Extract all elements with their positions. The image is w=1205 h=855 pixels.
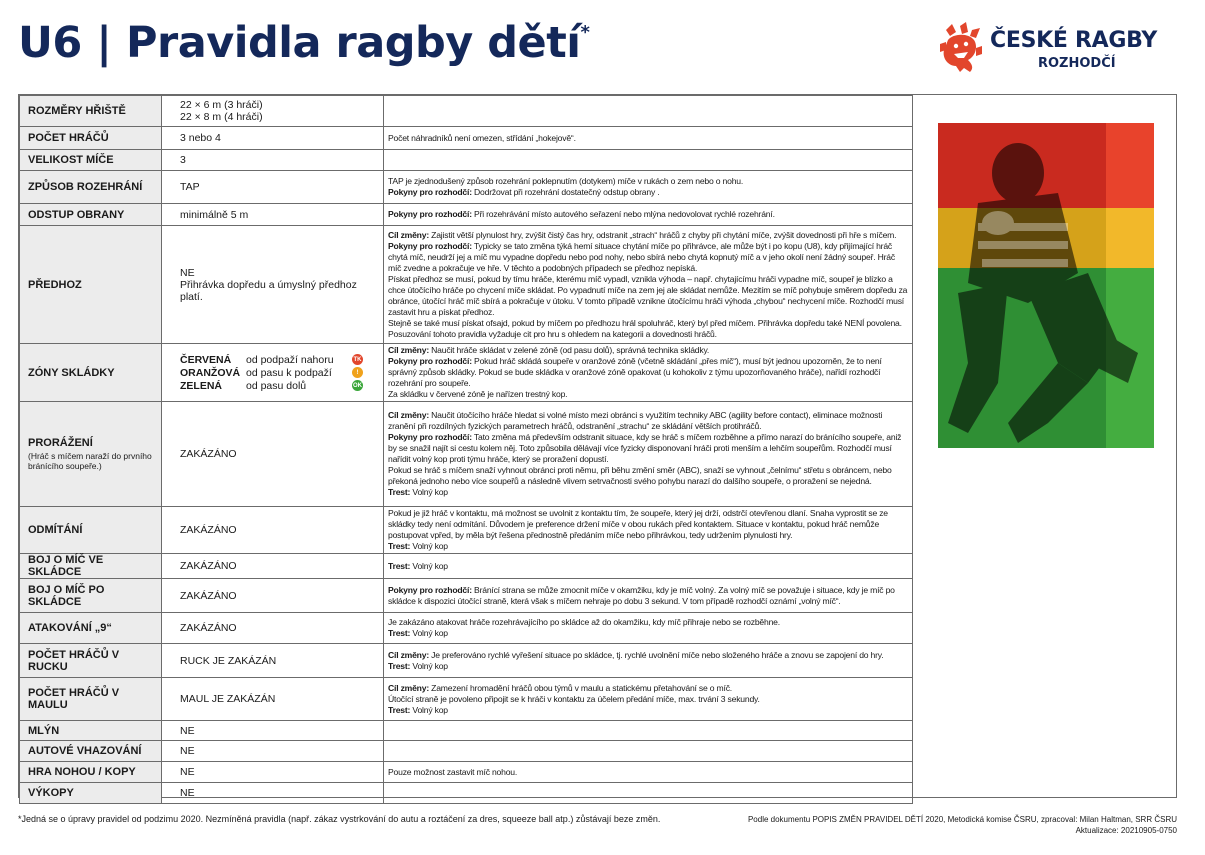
source-text: Podle dokumentu POPIS ZMĚN PRAVIDEL DĚTÍ 2020, Metodická komise ČSRU, zpracoval: Milan Haltman, SRR ČSRU (747, 815, 1177, 824)
rule-value-line: 22 × 6 m (3 hráči) (180, 99, 263, 111)
note-paragraph (388, 187, 908, 198)
note-text: Volný kop (410, 560, 448, 571)
note-paragraph (388, 705, 908, 716)
rule-note: Pouze možnost zastavit míč nohou. (384, 762, 913, 783)
rule-value: RUCK JE ZAKÁZÁN (162, 644, 384, 678)
rule-name: ODSTUP OBRANY (20, 204, 162, 226)
table-row (20, 783, 913, 804)
table-row (20, 150, 913, 171)
rule-name: POČET HRÁČŮ (20, 127, 162, 150)
footnote: *Jedná se o úpravy pravidel od podzimu 2020. Nezmíněná pravidla (např. zákaz vystrkování do autu a roztáčení za dres, squeeze ball atp.) zůstávají beze změn. (18, 814, 661, 824)
rule-value: ZAKÁZÁNO (162, 579, 384, 613)
note-label: Pokyny pro rozhodčí: (388, 432, 472, 442)
table-row (20, 644, 913, 678)
note-label: Trest: (388, 560, 411, 571)
rule-note (384, 96, 913, 127)
rule-value: TAP (162, 171, 384, 204)
rule-note (384, 741, 913, 762)
zone-red (180, 353, 377, 366)
note-label: Trest: (388, 541, 411, 551)
note-paragraph (388, 410, 908, 432)
rule-name: BOJ O MÍČ VE SKLÁDCE (20, 554, 162, 579)
note-label: Trest: (388, 628, 411, 638)
rule-note (384, 579, 913, 613)
table-row (20, 721, 913, 741)
rule-value-line: Přihrávka dopředu a úmyslný předhoz platí. (180, 278, 357, 303)
rule-note (384, 402, 913, 507)
title-footnote-mark: * (580, 22, 590, 43)
table-row (20, 127, 913, 150)
rule-note (384, 204, 913, 226)
rule-note (384, 783, 913, 804)
rule-value: minimálně 5 m (162, 204, 384, 226)
zone-label: ČERVENÁ (180, 353, 232, 366)
table-row (20, 579, 913, 613)
rule-name: POČET HRÁČŮ V MAULU (20, 678, 162, 721)
rule-subname: (Hráč s míčem naraží do prvního bránícího soupeře.) (28, 451, 152, 471)
source-note (748, 814, 1177, 836)
table-row (20, 204, 913, 226)
table-row (20, 678, 913, 721)
rule-name: ROZMĚRY HŘIŠTĚ (20, 96, 162, 127)
rule-note (384, 678, 913, 721)
note-label: Cíl změny: (388, 410, 429, 420)
note-text: Pokud je již hráč v kontaktu, má možnost se uvolnit z kontaktu tím, že soupeře, který jej drží, odstrčí otevřenou dlaní. Snaha vyprostit se ze skládky tedy není odmítání. Důvodem je preference držení míče v obou rukách před kontaktem. Situace v kontaktu, pokud hráč nemůže postupovat vpřed, by měla být řešena přednostně předáním míče nebo přihrávkou, tedy udržením plynulosti hry. (388, 508, 888, 540)
table-row (20, 96, 913, 127)
note-text: Posuzování tohoto pravidla vyžaduje cit pro hru s ohledem na kategorii a dovednosti hráčů. (388, 328, 717, 339)
warning-badge-icon: ! (352, 367, 363, 378)
table-row (20, 171, 913, 204)
rule-value: MAUL JE ZAKÁZÁN (162, 678, 384, 721)
rule-value: ZAKÁZÁNO (162, 507, 384, 554)
rugby-player-photo (938, 123, 1154, 448)
rule-value: NE (162, 783, 384, 804)
zone-desc: od podpaží nahoru (246, 353, 334, 366)
rule-value (162, 344, 384, 402)
zone-label: ZELENÁ (180, 379, 222, 392)
note-text: Naučit hráče skládat v zelené zóně (od pasu dolů), správná technika skládky. (428, 345, 710, 355)
rule-name: AUTOVÉ VHAZOVÁNÍ (20, 741, 162, 762)
rule-name: PŘEDHOZ (20, 226, 162, 344)
rule-value: NE (162, 721, 384, 741)
note-text: Volný kop (410, 541, 448, 551)
note-text: Je preferováno rychlé vyřešení situace po skládce, tj. rychlé uvolnění míče nebo složeného hráče a znovu se zapojení do hry. (428, 649, 884, 660)
note-label: Cíl změny: (388, 345, 429, 355)
rule-note (384, 507, 913, 554)
rule-note (384, 226, 913, 344)
note-text: Pokud se hráč s míčem snaží vyhnout obránci proti němu, při běhu změní směr (ABC), snaží se vyhnout „čelnímu“ střetu s obráncem, nebo překoná jednoho nebo více soupeřů a následně vlivem setrvačnosti svého pohybu narazí do dalšího soupeře, o proražení se nejedná. (388, 465, 892, 486)
table-row (20, 402, 913, 507)
note-paragraph (388, 661, 908, 672)
note-text: Zajistit větší plynulost hry, zvýšit čistý čas hry, odstranit „strach“ hráčů z chyby při chytání míče, zvýšit dovednosti při hře s míčem. (428, 229, 897, 240)
page-header (18, 14, 1188, 84)
title-text: U6 | Pravidla ragby dětí (18, 18, 581, 68)
rule-value: ZAKÁZÁNO (162, 402, 384, 507)
rule-note (384, 721, 913, 741)
note-label: Cíl změny: (388, 229, 429, 240)
table-row (20, 554, 913, 579)
note-text: Stejně se také musí pískat ofsajd, pokud by míčem po předhozu hrál spoluhráč, který byl před míčem. Přihrávka dopředu také NENÍ povolena. (388, 317, 902, 328)
note-text: Volný kop (410, 487, 448, 497)
rule-value: 3 nebo 4 (162, 127, 384, 150)
note-label: Cíl změny: (388, 649, 429, 660)
rule-name (20, 402, 162, 507)
note-text: Zamezení hromadění hráčů obou týmů v maulu a statickému přetahování se o míč. (428, 682, 732, 693)
ceske-ragby-logo (938, 22, 1178, 78)
note-text: Volný kop (410, 704, 448, 715)
note-paragraph (388, 356, 908, 389)
note-text: Útočící straně je povoleno připojit se k hráči v kontaktu za účelem předání míče, max. trvání 3 sekundy. (388, 693, 760, 704)
note-paragraph (388, 683, 908, 694)
note-paragraph (388, 230, 908, 241)
table-row (20, 762, 913, 783)
note-paragraph (388, 345, 908, 356)
ok-badge-icon: OK (352, 380, 363, 391)
rule-name: ZÓNY SKLÁDKY (20, 344, 162, 402)
rule-note: Počet náhradníků není omezen, střídání „hokejově“. (384, 127, 913, 150)
rule-name: MLÝN (20, 721, 162, 741)
rule-name: ZPŮSOB ROZEHRÁNÍ (20, 171, 162, 204)
rule-note (384, 150, 913, 171)
note-text: Za skládku v červené zóně je nařízen trestný kop. (388, 389, 568, 399)
rule-value (162, 96, 384, 127)
note-text: Je zakázáno atakovat hráče rozehrávajícího po skládce až do okamžiku, kdy míč přihraje nebo se rozběhne. (388, 617, 780, 627)
stop-badge-icon: TK (352, 354, 363, 365)
rule-name-text: PRORÁŽENÍ (28, 437, 93, 449)
table-row (20, 507, 913, 554)
rule-value: NE (162, 762, 384, 783)
rules-table (19, 95, 913, 804)
note-text: Volný kop (410, 660, 448, 671)
rule-value: ZAKÁZÁNO (162, 613, 384, 644)
note-label: Pokyny pro rozhodčí: (388, 240, 472, 251)
note-paragraph (388, 487, 908, 498)
note-paragraph (388, 432, 908, 465)
rule-name: HRA NOHOU / KOPY (20, 762, 162, 783)
zone-orange (180, 366, 377, 379)
rule-value: ZAKÁZÁNO (162, 554, 384, 579)
table-row (20, 226, 913, 344)
note-paragraph (388, 541, 908, 552)
zone-desc: od pasu k podpaží (246, 366, 332, 379)
note-label: Trest: (388, 704, 411, 715)
note-label: Trest: (388, 660, 411, 671)
rule-value-line: 22 × 8 m (4 hráči) (180, 111, 263, 123)
rule-value: NE (162, 741, 384, 762)
zone-green (180, 379, 377, 392)
rule-name: VÝKOPY (20, 783, 162, 804)
note-label: Pokyny pro rozhodčí: (388, 356, 472, 366)
update-text: Aktualizace: 20210905-0750 (1075, 826, 1177, 835)
rule-note (384, 644, 913, 678)
logo-sub-text: ROZHODČÍ (1038, 56, 1116, 71)
rule-name: POČET HRÁČŮ V RUCKU (20, 644, 162, 678)
rule-note (384, 171, 913, 204)
note-text: Při rozehrávání místo autového seřazení nebo mlýna nedovolovat rychlé rozehrání. (471, 209, 775, 219)
note-label: Pokyny pro rozhodčí: (388, 209, 472, 219)
lion-emblem-icon (938, 22, 984, 74)
note-text: Tato změna má především odstranit situace, kdy se hráč s míčem rozběhne a přímo narazí do bránícího soupeře, aniž by se snažil najít si cestu kolem něj. Toto způsobila dělávají více fyzicky disponovaní hráči proti menším a lehčím soupeřům. Rozhodčí musí nařídit volný kop proti týmu hráče, který se proražení dopustí. (388, 432, 902, 464)
note-label: Pokyny pro rozhodčí: (388, 584, 472, 595)
note-text: Typicky se tato změna týká hemí situace chytání míče po přihrávce, ale může být i po kopu (U8), kdy přijímající hráč chytá míč, neudrží jej a míč mu vypadne dopředu nebo pod nohy, nebo sbírá nebo chytá kopnutý míč a v jeho okolí není žádný soupeř. Hráč míč zvedne a pokračuje ve hře. V těchto a podobných případech se předhoz nepíská. (388, 240, 895, 273)
rules-table-frame (18, 94, 1177, 798)
note-text: Bránící strana se může zmocnit míče v okamžiku, kdy je míč volný. Za volný míč se považuje i situace, kdy je míč po skládce k dispozici útočící straně, která však s míčem nehraje po dobu 3 sekund. V tom případě rozhodčí oznámí „volný míč“. (388, 584, 895, 606)
rule-name: BOJ O MÍČ PO SKLÁDCE (20, 579, 162, 613)
note-text: TAP je zjednodušený způsob rozehrání poklepnutím (dotykem) míče v rukách o zem nebo o nohu. (388, 176, 744, 186)
rule-value (162, 226, 384, 344)
note-label: Trest: (388, 487, 411, 497)
zone-desc: od pasu dolů (246, 379, 307, 392)
logo-main-text: ČESKÉ RAGBY (990, 28, 1157, 53)
rule-note (384, 613, 913, 644)
table-row (20, 613, 913, 644)
note-text: Pískat předhoz se musí, pokud by tímu hráče, kterému míč vypadl, vznikla výhoda – např. chytajícímu hráči vypadne míč, soupeř je blízko a chce útočícího hráče po chycení míče skládat. Po vypadnutí míče na zem jej ale skládat nemůže. Mezitím se míč pohybuje směrem dopředu za obránce, útočící hráč míč sbírá a pokračuje v útoku. V tomto případě vznikne útočícímu hráči výhoda „chybou“ nechycení míče. Rozhodčí musí zastavit hru a pískat předhoz. (388, 273, 908, 317)
note-paragraph (388, 650, 908, 661)
note-paragraph (388, 628, 908, 639)
table-row (20, 344, 913, 402)
rule-value-line: NE (180, 266, 195, 279)
rule-note (384, 344, 913, 402)
rule-value: 3 (162, 150, 384, 171)
rule-name: VELIKOST MÍČE (20, 150, 162, 171)
note-text: Naučit útočícího hráče hledat si volné místo mezi obránci s využitím techniky ABC (agility before contact), eliminace možnosti zranění při rozdílných fyzických parametrech hráčů, odstranění „strachu“ ze skládání větších protihráčů. (388, 410, 883, 431)
zone-label: ORANŽOVÁ (180, 366, 241, 379)
rule-name: ODMÍTÁNÍ (20, 507, 162, 554)
note-label: Cíl změny: (388, 682, 429, 693)
note-paragraph (388, 241, 908, 274)
rule-note (384, 554, 913, 579)
rule-name: ATAKOVÁNÍ „9“ (20, 613, 162, 644)
table-row (20, 741, 913, 762)
note-text: Dodržovat při rozehrání dostatečný odstup obrany . (471, 187, 660, 197)
note-text: Volný kop (410, 628, 448, 638)
page-title (18, 18, 589, 68)
note-label: Pokyny pro rozhodčí: (388, 187, 472, 197)
note-text: Pokud hráč skládá soupeře v oranžové zóně (včetně skládání „přes míč“), musí být jednou upozorněn, že to není správný způsob skládky. Pokud se bude skládka v oranžové zóně opakovat (u kohokoliv z týmu upozorňovaného hráče), nařídí rozhodčí rozehrání pro soupeře. (388, 356, 882, 388)
tackle-zones-photo (938, 123, 1154, 448)
